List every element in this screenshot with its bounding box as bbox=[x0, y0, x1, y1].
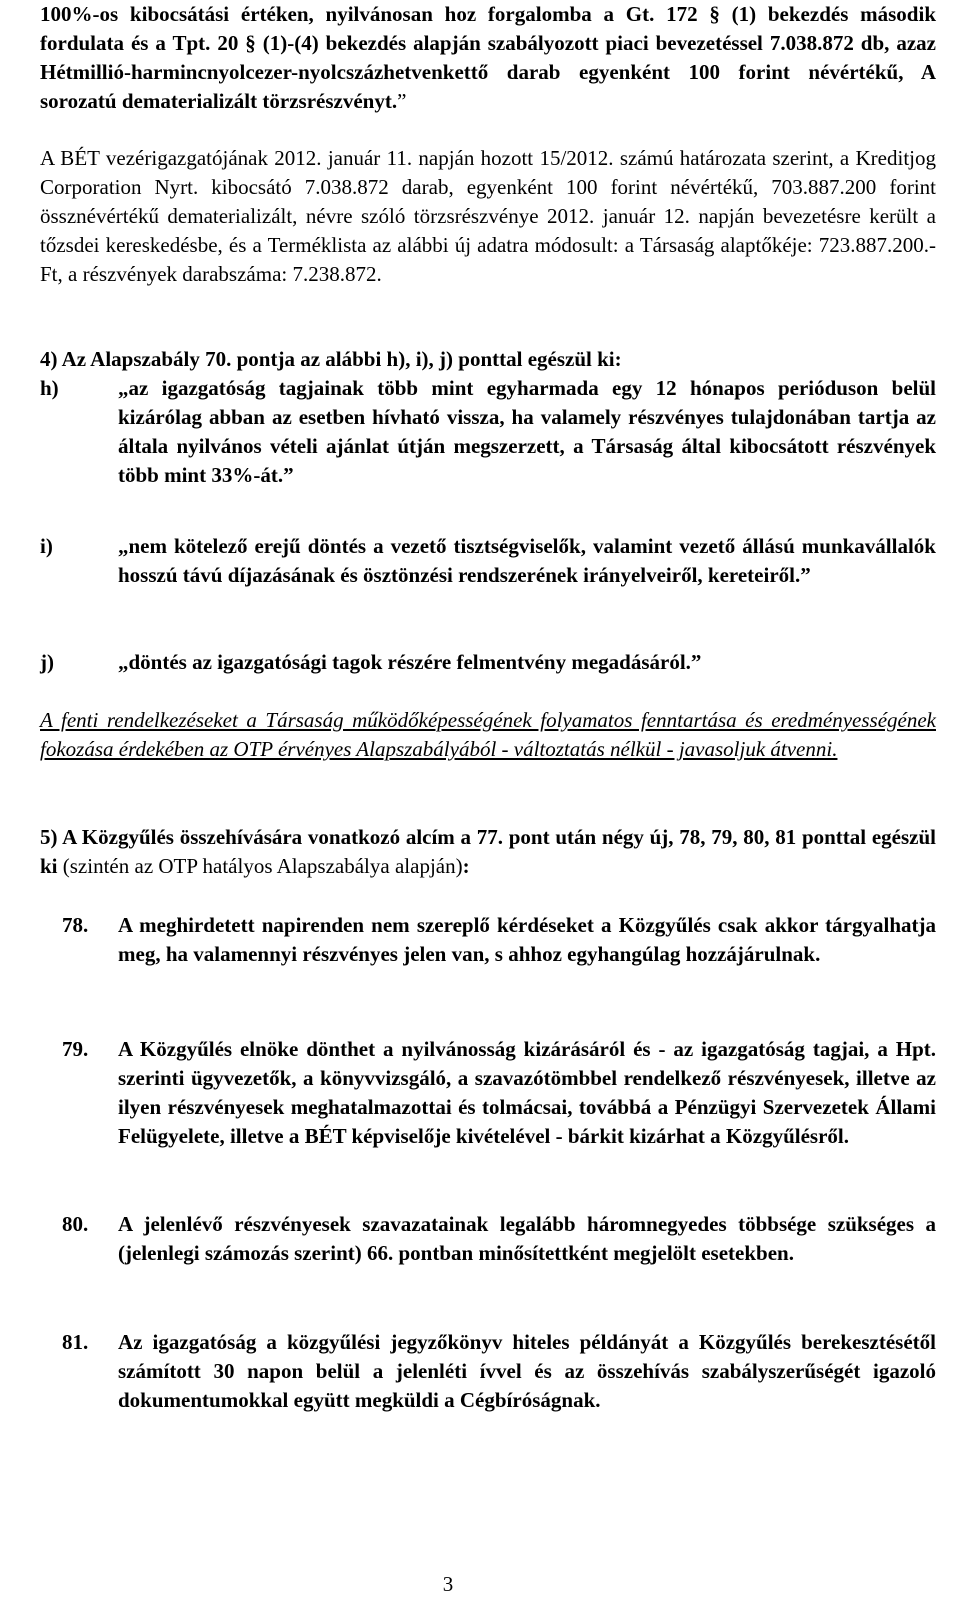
section-5-heading-colon: : bbox=[462, 854, 470, 878]
page-number: 3 bbox=[442, 1572, 454, 1596]
item-text: „az igazgatóság tagjainak több mint egyharmada egy 12 hónapos perióduson belül kizárólag abban az esetben hívható vissza, ha valamely részvényes tulajdonában tartja az általa nyilvános vételi ajánlat útján megszerzett, a Társaság által kibocsátott részvények több mint 33%-át.” bbox=[118, 376, 936, 487]
bet-paragraph: A BÉT vezérigazgatójának 2012. január 11. napján hozott 15/2012. számú határozata szerint, a Kreditjog Corporation Nyrt. kibocsátó 7.038.872 darab, egyenként 100 forint névértékű, 703.887.200 forint össznévértékű dematerializált, névre szóló törzsrészvénye 2012. január 12. napján bevezetésre került a tőzsdei kereskedésbe, és a Terméklista az alábbi új adatra módosult: a Társaság alaptőkéje: 723.887.200.-Ft, a részvények darabszáma: 7.238.872. bbox=[40, 146, 936, 286]
point-number: 79. bbox=[62, 1037, 89, 1061]
intro-closing-quote: ” bbox=[397, 89, 407, 113]
intro-text: 100%-os kibocsátási értéken, nyilvánosan hoz forgalomba a Gt. 172 § (1) bekezdés második fordulata és a Tpt. 20 § (1)-(4) bekezdés alapján szabályozott piaci bevezetéssel 7.038.872 db, azaz Hétmillió-harmincnyolcezer-nyolcszázhetvenkettő darab egyenként 100 forint névértékű, A sorozatú dematerializált törzsrészvényt. bbox=[40, 2, 936, 113]
point-text: A meghirdetett napirenden nem szereplő kérdéseket a Közgyűlés csak akkor tárgyalhatja meg, ha valamennyi részvényes jelen van, s ahhoz egyhangúlag hozzájárulnak. bbox=[118, 913, 936, 966]
section-5-heading-note: (szintén az OTP hatályos Alapszabálya alapján) bbox=[57, 854, 463, 878]
point-text: A Közgyűlés elnöke dönthet a nyilvánosság kizárásáról és - az igazgatóság tagjai, a Hpt. szerinti ügyvezetők, a könyvvizsgáló, a szavazótömbbel rendelkező részvényesek, illetve az ilyen részvényesek meghatalmazottai és tolmácsai, továbbá a Pénzügyi Szervezetek Állami Felügyelete, illetve a BÉT képviselője kivételével - bárkit kizárhat a Közgyűlésről. bbox=[118, 1037, 936, 1148]
item-text: „nem kötelező erejű döntés a vezető tisztségviselők, valamint vezető állású munkavállalók hosszú távú díjazásának és ösztönzési rendszerének irányelveiről, kereteiről.” bbox=[118, 534, 936, 587]
item-text: „döntés az igazgatósági tagok részére felmentvény megadásáról.” bbox=[118, 650, 702, 674]
item-label: i) bbox=[40, 534, 53, 558]
intro-paragraph bbox=[40, 0, 936, 116]
point-number: 80. bbox=[62, 1212, 89, 1236]
item-label: h) bbox=[40, 376, 59, 400]
section-5-heading-bold: 5) A Közgyűlés összehívására vonatkozó alcím a 77. pont után négy új, 78, 79, 80, 81 ponttal egészül ki bbox=[40, 825, 936, 878]
section-5-heading bbox=[40, 823, 936, 881]
item-label: j) bbox=[40, 650, 54, 674]
section-4-heading: 4) Az Alapszabály 70. pontja az alábbi h), i), j) ponttal egészül ki: bbox=[40, 347, 622, 371]
point-number: 81. bbox=[62, 1330, 89, 1354]
point-text: A jelenlévő részvényesek szavazatainak legalább háromnegyedes többsége szükséges a (jelenlegi számozás szerint) 66. pontban minősítettként megjelölt esetekben. bbox=[118, 1212, 936, 1265]
point-number: 78. bbox=[62, 913, 89, 937]
recommendation-paragraph: A fenti rendelkezéseket a Társaság működőképességének folyamatos fenntartása és eredményességének fokozása érdekében az OTP érvényes Alapszabályából - változtatás nélkül - javasoljuk átvenni. bbox=[40, 708, 936, 761]
point-text: Az igazgatóság a közgyűlési jegyzőkönyv hiteles példányát a Közgyűlés berekesztésétől számított 30 napon belül a jelenléti ívvel és az összehívás szabályszerűségét igazoló dokumentumokkal együtt megküldi a Cégbíróságnak. bbox=[118, 1330, 936, 1412]
